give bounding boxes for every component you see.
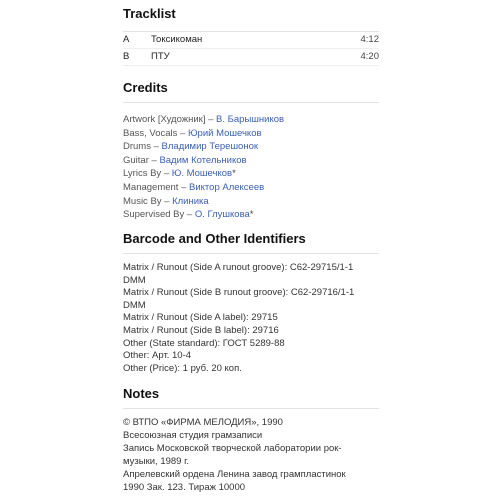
credit-artist-link[interactable]: В. Барышников <box>216 114 285 125</box>
credit-artist-link[interactable]: Клиника <box>172 195 209 207</box>
credit-item <box>123 167 379 181</box>
track-title: ПТУ <box>151 51 170 62</box>
tracklist-section <box>123 6 379 66</box>
note-line: музыки, 1989 г. <box>123 455 190 467</box>
credit-role: Guitar <box>123 154 149 166</box>
track-position: A <box>123 34 130 45</box>
track-position: B <box>123 51 130 62</box>
credit-separator: – <box>161 168 172 180</box>
credit-item <box>123 154 379 168</box>
identifier-line: Matrix / Runout (Side B label): 29716 <box>123 324 279 336</box>
divider <box>123 253 379 254</box>
identifier-line: Other (Price): 1 руб. 20 коп. <box>123 362 242 374</box>
identifier-line: Other: Арт. 10-4 <box>123 350 192 362</box>
tracklist-heading: Tracklist <box>123 6 176 21</box>
note-line: Запись Московской творческой лаборатории рок- <box>123 442 342 454</box>
track-duration: 4:12 <box>360 34 379 45</box>
credit-suffix: * <box>249 209 254 221</box>
credit-artist-link[interactable]: О. Глушкова <box>194 209 250 221</box>
credit-item <box>123 195 379 209</box>
track-duration: 4:20 <box>360 51 379 62</box>
credit-separator: – <box>177 127 188 139</box>
credit-separator: – <box>178 181 190 193</box>
track-row[interactable] <box>123 32 379 49</box>
note-line: Апрелевский ордена Ленина завод грампластинок <box>123 468 346 480</box>
credit-item <box>123 113 379 127</box>
track-row[interactable] <box>123 49 379 66</box>
credit-separator: – <box>148 154 160 166</box>
identifier-line: Other (State standard): ГОСТ 5289-88 <box>123 337 285 349</box>
credit-artist-link[interactable]: Вадим Котельников <box>159 154 247 166</box>
credits-section <box>123 80 379 222</box>
credits-heading: Credits <box>123 80 168 95</box>
identifier-line: DMM <box>123 274 146 286</box>
credit-role: Music By <box>123 195 162 207</box>
credit-artist-link[interactable]: Владимир Терешонок <box>161 141 259 153</box>
identifier-line: Matrix / Runout (Side A runout groove): C62-29715/1-1 <box>123 262 354 273</box>
identifiers-list <box>123 262 379 375</box>
notes-body <box>123 417 379 494</box>
notes-section <box>123 386 379 494</box>
divider <box>123 408 379 409</box>
credit-role: Drums <box>123 141 151 153</box>
credit-role: Bass, Vocals <box>123 127 178 139</box>
credit-artist-link[interactable]: Виктор Алексеев <box>189 181 265 193</box>
credit-item <box>123 181 379 195</box>
credit-item <box>123 208 379 222</box>
track-title: Токсикоман <box>151 34 203 45</box>
note-line: © ВТПО «ФИРМА МЕЛОДИЯ», 1990 <box>123 417 283 428</box>
credits-list <box>123 113 379 222</box>
identifier-line: Matrix / Runout (Side A label): 29715 <box>123 312 278 324</box>
identifier-line: DMM <box>123 299 146 311</box>
credit-separator: – <box>184 209 195 221</box>
credit-suffix: * <box>232 168 236 180</box>
credit-role: Supervised By <box>123 209 185 221</box>
credit-separator: – <box>150 141 162 153</box>
credit-artist-link[interactable]: Юрий Мошечков <box>187 127 262 139</box>
credit-separator: – <box>161 195 173 207</box>
credit-item <box>123 127 379 141</box>
credit-artist-link[interactable]: Ю. Мошечков <box>171 168 233 180</box>
tracklist-table <box>123 31 379 66</box>
credit-role: Artwork [Художник] <box>123 114 206 125</box>
identifiers-heading: Barcode and Other Identifiers <box>123 231 306 246</box>
identifier-line: Matrix / Runout (Side B runout groove): C62-29716/1-1 <box>123 287 355 299</box>
credit-role: Lyrics By <box>123 168 162 180</box>
note-line: 1990 Зак. 123. Тираж 10000 <box>123 481 246 493</box>
identifiers-section <box>123 231 379 375</box>
notes-heading: Notes <box>123 386 160 401</box>
credit-item <box>123 140 379 154</box>
divider <box>123 102 379 103</box>
note-line: Всесоюзная студия грамзаписи <box>123 429 263 441</box>
credit-role: Management <box>123 181 179 193</box>
credit-separator: – <box>205 114 217 125</box>
